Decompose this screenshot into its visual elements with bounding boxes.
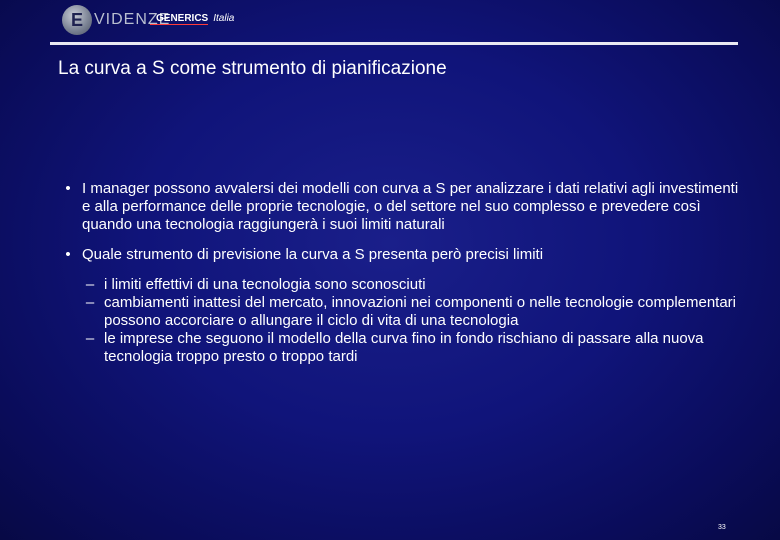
sub-bullet-item [60,330,750,366]
slide-body [60,180,750,366]
bullet-item [60,180,750,234]
sub-bullet-item [60,276,750,294]
sub-bullet-item [60,294,750,330]
bullet-icon: • [65,246,71,263]
slide-title: La curva a S come strumento di pianificazione [58,58,447,79]
sub-bullet-text: cambiamenti inattesi del mercato, innovazioni nei componenti o nelle tecnologie complementari possono accorciare o allungare il ciclo di vita di una tecnologia [104,294,737,329]
logo-mark-icon [62,5,92,35]
bullet-text: I manager possono avvalersi dei modelli con curva a S per analizzare i dati relativi agli investimenti e alla performance delle proprie tecnologie, o del settore nel suo complesso e prevedere così quando una tecnologia raggiungerà i suoi limiti naturali [82,180,739,233]
bullet-icon: • [65,180,71,197]
generics-italia-tagline [150,13,234,24]
dash-icon: – [85,294,95,311]
sub-bullet-text: i limiti effettivi di una tecnologia sono sconosciuti [104,276,426,293]
bullet-item [60,246,750,264]
header-divider [50,42,738,45]
dash-icon: – [85,330,95,347]
page-number: 33 [718,524,726,531]
logo-word: VIDENZE [94,11,171,28]
tagline-italia: Italia [213,13,235,24]
dash-icon: – [85,276,95,293]
tagline-generics: GENERICS [150,13,208,25]
bullet-text: Quale strumento di previsione la curva a S presenta però precisi limiti [82,246,544,263]
logo-letter: E [70,9,83,30]
sub-bullet-text: le imprese che seguono il modello della curva fino in fondo rischiano di passare alla nuova tecnologia troppo presto o troppo tardi [104,330,704,365]
